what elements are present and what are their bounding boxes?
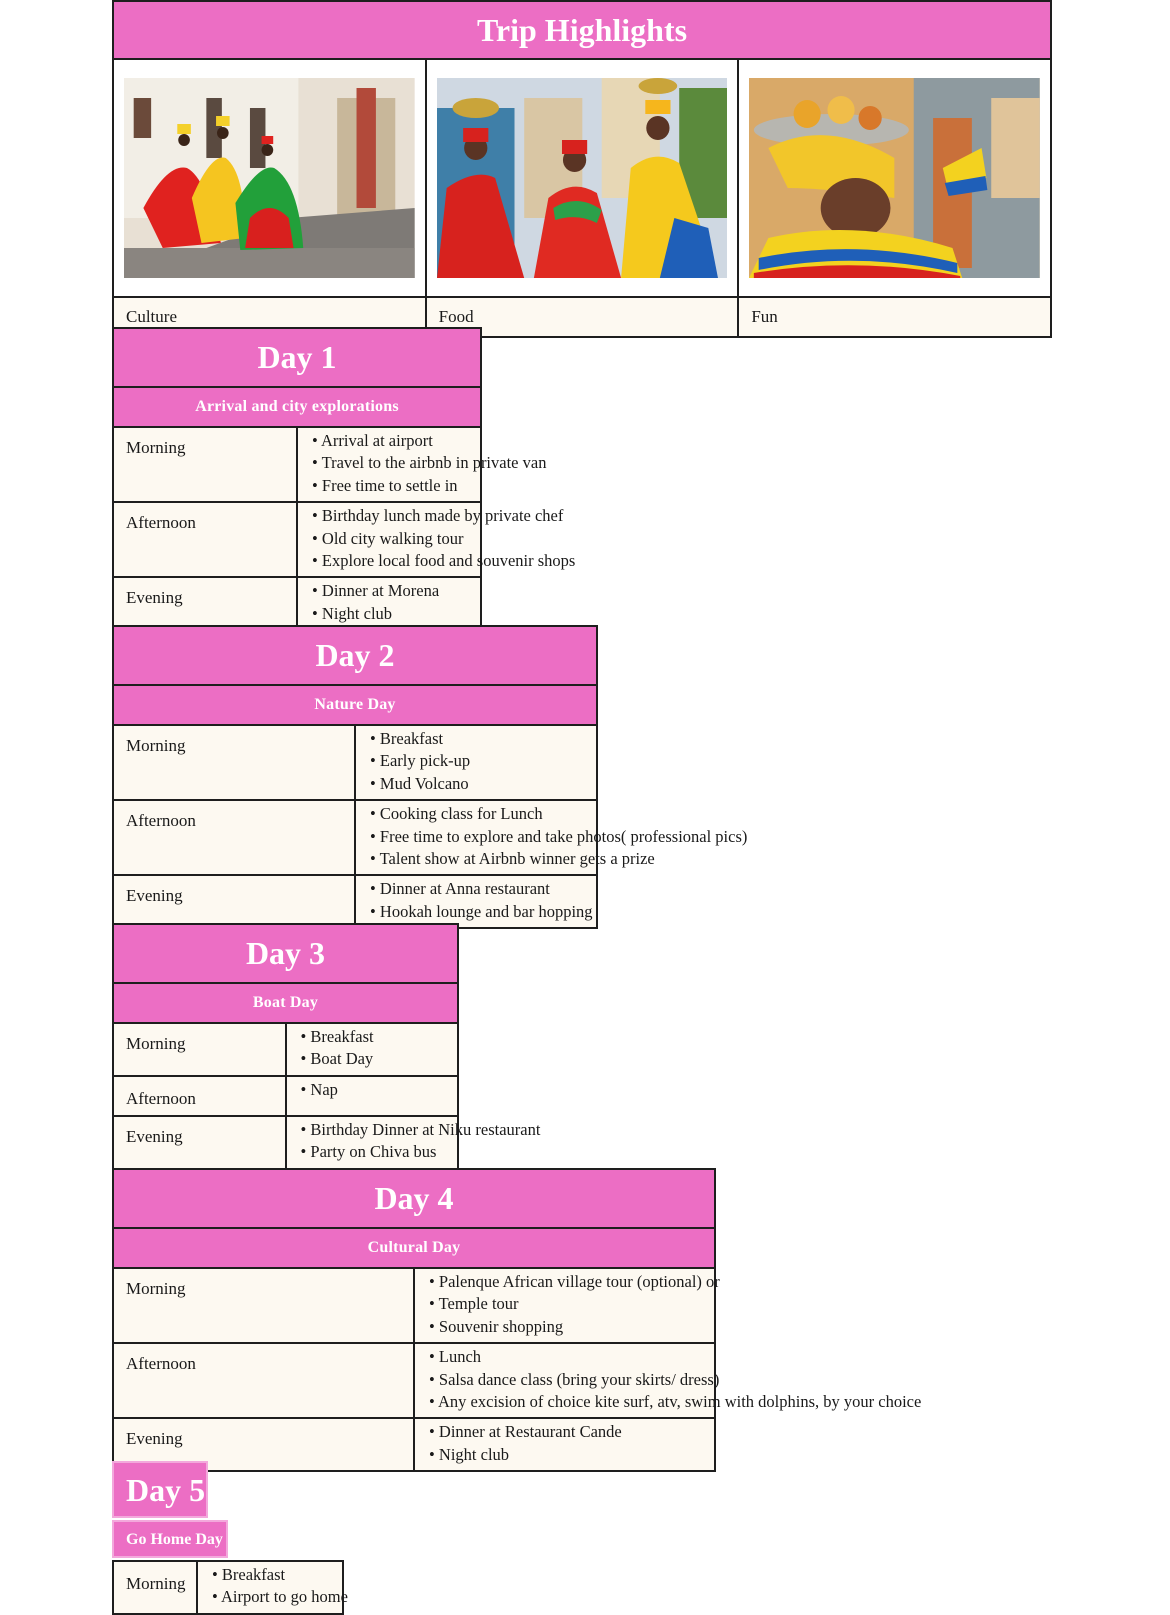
- morning-activities: [414, 1268, 720, 1343]
- afternoon-activities: [355, 800, 748, 875]
- day-3-table: [112, 923, 541, 1170]
- day-5-subtitle: Go Home Day: [112, 1520, 228, 1558]
- activity-item: • Souvenir shopping: [429, 1316, 714, 1338]
- photo-cell-fun: [738, 59, 1051, 297]
- day-3-subtitle: Boat Day: [113, 983, 458, 1023]
- evening-label: Evening: [113, 875, 355, 928]
- afternoon-label: Afternoon: [113, 800, 355, 875]
- activity-item: • Travel to the airbnb in private van: [312, 452, 480, 474]
- morning-label: Morning: [113, 1561, 197, 1614]
- activity-item: • Old city walking tour: [312, 528, 480, 550]
- fun-photo: [749, 78, 1040, 278]
- day-4-table: [112, 1168, 922, 1472]
- activity-item: • Mud Volcano: [370, 773, 596, 795]
- activity-item: • Party on Chiva bus: [301, 1141, 458, 1163]
- activity-item: • Cooking class for Lunch: [370, 803, 596, 825]
- evening-activities: [414, 1418, 715, 1471]
- trip-highlights-section: [112, 0, 1052, 338]
- activity-item: • Birthday lunch made by private chef: [312, 505, 480, 527]
- day-5-title: Day 5: [112, 1461, 208, 1518]
- highlights-table: [112, 0, 1052, 338]
- afternoon-label: Afternoon: [113, 1076, 286, 1116]
- culture-photo: [124, 78, 415, 278]
- morning-label: Morning: [113, 1023, 286, 1076]
- day-3-section: [112, 923, 541, 1170]
- afternoon-activities: [286, 1076, 459, 1116]
- activity-item: • Dinner at Anna restaurant: [370, 878, 596, 900]
- morning-activities: [286, 1023, 459, 1076]
- activity-item: • Temple tour: [429, 1293, 714, 1315]
- activity-item: • Talent show at Airbnb winner gets a prize: [370, 848, 596, 870]
- activity-item: • Arrival at airport: [312, 430, 480, 452]
- activity-item: • Early pick-up: [370, 750, 596, 772]
- highlights-title: Trip Highlights: [113, 1, 1051, 59]
- activity-item: • Palenque African village tour (optional) or: [429, 1271, 714, 1293]
- afternoon-activities: [414, 1343, 922, 1418]
- evening-activities: [297, 577, 481, 630]
- day-2-table: [112, 625, 748, 929]
- day-1-table: [112, 327, 576, 631]
- afternoon-activities: [297, 502, 576, 577]
- morning-label: Morning: [113, 1268, 414, 1343]
- morning-activities: [297, 427, 547, 502]
- caption-food: Food: [426, 297, 739, 337]
- activity-item: • Birthday Dinner at Niku restaurant: [301, 1119, 458, 1141]
- morning-activities: [197, 1561, 348, 1614]
- photo-cell-food: [426, 59, 739, 297]
- day-4-section: [112, 1168, 922, 1472]
- activity-item: • Airport to go home: [212, 1586, 342, 1608]
- activity-item: • Dinner at Restaurant Cande: [429, 1421, 714, 1443]
- activity-item: • Hookah lounge and bar hopping: [370, 901, 596, 923]
- caption-fun: Fun: [738, 297, 1051, 337]
- evening-label: Evening: [113, 577, 297, 630]
- activity-item: • Salsa dance class (bring your skirts/ dress): [429, 1369, 714, 1391]
- activity-item: • Breakfast: [212, 1564, 342, 1586]
- activity-item: • Boat Day: [301, 1048, 458, 1070]
- activity-item: • Nap: [301, 1079, 458, 1101]
- evening-activities: [286, 1116, 541, 1169]
- caption-culture: Culture: [113, 297, 426, 337]
- photo-cell-culture: [113, 59, 426, 297]
- day-2-section: [112, 625, 748, 929]
- activity-item: • Free time to explore and take photos( professional pics): [370, 826, 596, 848]
- activity-item: • Free time to settle in: [312, 475, 480, 497]
- evening-label: Evening: [113, 1116, 286, 1169]
- activity-item: • Breakfast: [301, 1026, 458, 1048]
- activity-item: • Dinner at Morena: [312, 580, 480, 602]
- day-5-section: [112, 1560, 348, 1615]
- morning-label: Morning: [113, 427, 297, 502]
- activity-item: • Explore local food and souvenir shops: [312, 550, 480, 572]
- day-1-subtitle: Arrival and city explorations: [113, 387, 481, 427]
- activity-item: • Any excision of choice kite surf, atv, swim with dolphins, by your choice: [429, 1391, 714, 1413]
- day-4-title: Day 4: [113, 1169, 715, 1228]
- evening-activities: [355, 875, 597, 928]
- day-3-title: Day 3: [113, 924, 458, 983]
- evening-label: Evening: [113, 1418, 414, 1471]
- activity-item: • Night club: [312, 603, 480, 625]
- food-photo: [437, 78, 728, 278]
- activity-item: • Lunch: [429, 1346, 714, 1368]
- day-4-subtitle: Cultural Day: [113, 1228, 715, 1268]
- day-2-title: Day 2: [113, 626, 597, 685]
- day-2-subtitle: Nature Day: [113, 685, 597, 725]
- activity-item: • Breakfast: [370, 728, 596, 750]
- afternoon-label: Afternoon: [113, 1343, 414, 1418]
- day-1-title: Day 1: [113, 328, 481, 387]
- morning-label: Morning: [113, 725, 355, 800]
- afternoon-label: Afternoon: [113, 502, 297, 577]
- day-1-section: [112, 327, 576, 631]
- activity-item: • Night club: [429, 1444, 714, 1466]
- day-5-table: [112, 1560, 348, 1615]
- morning-activities: [355, 725, 597, 800]
